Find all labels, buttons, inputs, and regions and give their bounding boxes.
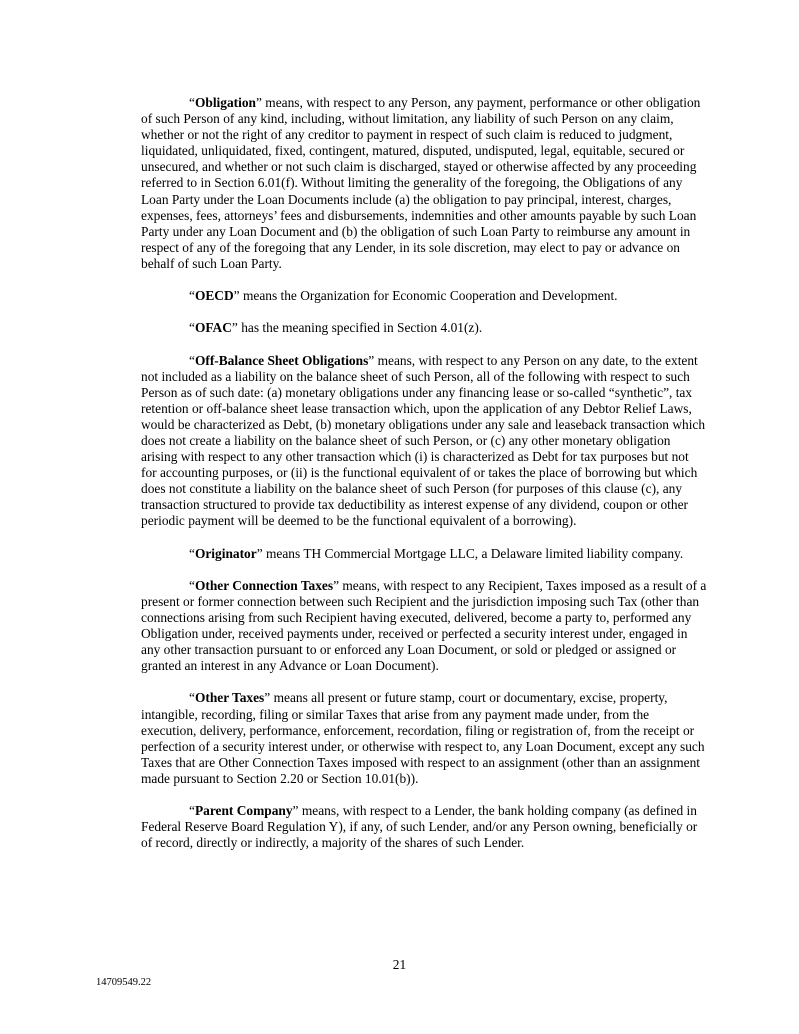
open-quote: “ xyxy=(189,352,195,368)
definition-text: means all present or future stamp, court or documentary, excise, property, intangible, recording, filing or similar Taxes that arise from any payment made under, from the execution, delivery, performance, enforcement, recordation, filing or registration of, from the receipt or perfection of a security interest under, or otherwise with respect to, any Loan Document, except any such Taxes that are Other Connection Taxes imposed with respect to an assignment (other than an assignment made pursuant to Section 2.20 or Section 10.01(b)). xyxy=(141,690,705,786)
open-quote: “ xyxy=(189,577,195,593)
close-quote: ” xyxy=(368,352,375,368)
defined-term: Obligation xyxy=(194,95,256,110)
defined-term: Off-Balance Sheet Obligations xyxy=(194,352,369,368)
defined-term: Other Connection Taxes xyxy=(194,577,334,593)
document-body xyxy=(141,95,707,868)
open-quote: “ xyxy=(189,95,195,110)
open-quote: “ xyxy=(189,803,195,819)
defined-term: Originator xyxy=(194,545,257,561)
defined-term: OFAC xyxy=(194,320,232,336)
definition-originator xyxy=(141,546,707,562)
close-quote: ” xyxy=(256,545,263,561)
definition-text: means, with respect to any Person on any date, to the extent not included as a liability on the balance sheet of such Person, all of the following with respect to such Person as of such date: (a) monetary obligations under any financing lease or so-called “synthetic”, tax retention or off-balance sheet lease transaction which, upon the application of any Debtor Relief Laws, would be characterized as Debt, (b) monetary obligations under any sale and leaseback transaction which does not create a liability on the balance sheet of such Person, or (c) any other monetary obligation arising with respect to any other transaction which (i) is characterized as Debt for tax purposes but not for accounting purposes, or (ii) is the functional equivalent of or takes the place of borrowing but which does not constitute a liability on the balance sheet of such Person (for purposes of this clause (c), any transaction structured to provide tax deductibility as interest expense of any dividend, coupon or other periodic payment will be deemed to be the functional equivalent of a borrowing). xyxy=(141,352,706,529)
close-quote: ” xyxy=(231,320,238,336)
open-quote: “ xyxy=(189,545,195,561)
document-id: 14709549.22 xyxy=(96,977,152,988)
definition-text: means TH Commercial Mortgage LLC, a Delaware limited liability company. xyxy=(262,545,684,561)
defined-term: Other Taxes xyxy=(194,690,265,706)
close-quote: ” xyxy=(255,95,262,110)
close-quote: ” xyxy=(264,690,271,706)
definition-text: means the Organization for Economic Cooperation and Development. xyxy=(239,288,618,304)
close-quote: ” xyxy=(333,577,340,593)
definition-other-connection-taxes xyxy=(141,578,707,675)
definition-text: means, with respect to any Person, any payment, performance or other obligation of such Person of any kind, including, without limitation, any liability of such Person on any claim, whether or not the right of any creditor to payment in respect of such claim is reduced to judgment, liquidated, unliquidated, fixed, contingent, matured, disputed, undisputed, legal, equitable, secured or unsecured, and whether or not such claim is discharged, stayed or otherwise affected by any proceeding referred to in Section 6.01(f). Without limiting the generality of the foregoing, the Obligations of any Loan Party under the Loan Documents include (a) the obligation to pay principal, interest, charges, expenses, fees, attorneys’ fees and disbursements, indemnities and other amounts payable by such Loan Party under any Loan Document and (b) the obligation of such Loan Party to reimburse any amount in respect of any of the foregoing that any Lender, in its sole discretion, may elect to pay or advance on behalf of such Loan Party. xyxy=(141,95,701,271)
definition-other-taxes xyxy=(141,690,707,787)
defined-term: Parent Company xyxy=(194,803,293,819)
definition-text: has the meaning specified in Section 4.01(z). xyxy=(237,320,483,336)
close-quote: ” xyxy=(233,288,240,304)
definition-obligation xyxy=(141,95,707,272)
definition-text: means, with respect to a Lender, the bank holding company (as defined in Federal Reserve Board Regulation Y), if any, of such Lender, and/or any Person owning, beneficially or of record, directly or indirectly, a majority of the shares of such Lender. xyxy=(141,803,698,851)
definition-text: means, with respect to any Recipient, Taxes imposed as a result of a present or former connection between such Recipient and the jurisdiction imposing such Tax (other than connections arising from such Recipient having executed, delivered, become a party to, performed any Obligation under, received payments under, received or perfected a security interest under, engaged in any other transaction pursuant to or enforced any Loan Document, or sold or pledged or assigned or granted an interest in any Advance or Loan Document). xyxy=(141,577,707,674)
open-quote: “ xyxy=(189,320,195,336)
defined-term: OECD xyxy=(194,288,234,304)
definition-ofac xyxy=(141,320,707,336)
open-quote: “ xyxy=(189,288,195,304)
close-quote: ” xyxy=(292,803,299,819)
definition-off-balance-sheet-obligations xyxy=(141,353,707,530)
open-quote: “ xyxy=(189,690,195,706)
definition-oecd xyxy=(141,288,707,304)
definition-parent-company xyxy=(141,803,707,851)
page-number: 21 xyxy=(392,957,407,972)
